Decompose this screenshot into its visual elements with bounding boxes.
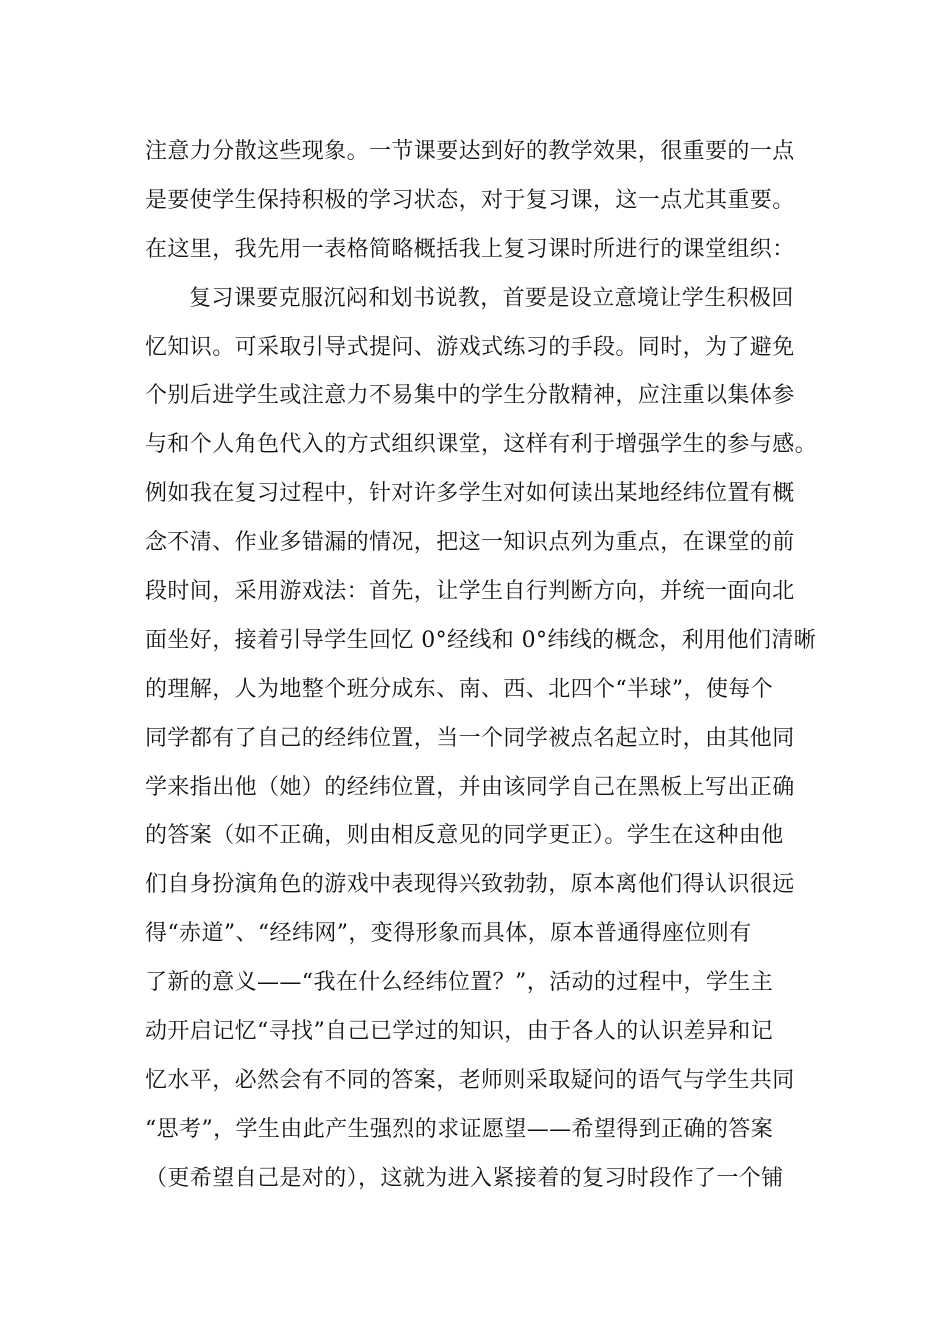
text-line: 忆水平，必然会有不同的答案，老师则采取疑问的语气与学生共同 xyxy=(145,1067,795,1093)
text-line: 学来指出他（她）的经纬位置，并由该同学自己在黑板上写出正确 xyxy=(145,774,795,800)
text-line: 的答案（如不正确，则由相反意见的同学更正）。学生在这种由他 xyxy=(145,823,784,849)
text-line: 同学都有了自己的经纬位置，当一个同学被点名起立时，由其他同 xyxy=(145,725,795,751)
text-line: 得“赤道”、“经纬网”，变得形象而具体，原本普通得座位则有 xyxy=(145,921,752,947)
text-line: 的理解，人为地整个班分成东、南、西、北四个“半球”，使每个 xyxy=(145,676,774,702)
text-line: 是要使学生保持积极的学习状态，对于复习课，这一点尤其重要。 xyxy=(145,187,795,213)
text-line: “思考”，学生由此产生强烈的求证愿望——希望得到正确的答案 xyxy=(145,1116,774,1142)
text-line: 念不清、作业多错漏的情况，把这一知识点列为重点，在课堂的前 xyxy=(145,530,795,556)
text-line: 例如我在复习过程中，针对许多学生对如何读出某地经纬位置有概 xyxy=(145,481,795,507)
text-line: 个别后进学生或注意力不易集中的学生分散精神，应注重以集体参 xyxy=(145,383,795,409)
text-line: （更希望自己是对的），这就为进入紧接着的复习时段作了一个铺 xyxy=(145,1165,784,1191)
text-line: 段时间，采用游戏法：首先，让学生自行判断方向，并统一面向北 xyxy=(145,579,795,605)
text-line: 了新的意义——“我在什么经纬位置？”，活动的过程中，学生主 xyxy=(145,970,774,996)
text-line: 动开启记忆“寻找”自己已学过的知识，由于各人的认识差异和记 xyxy=(145,1019,774,1045)
text-line: 们自身扮演角色的游戏中表现得兴致勃勃，原本离他们得认识很远 xyxy=(145,872,795,898)
paragraph-first-line: 复习课要克服沉闷和划书说教，首要是设立意境让学生积极回 xyxy=(189,285,794,311)
text-line: 在这里，我先用一表格简略概括我上复习课时所进行的课堂组织： xyxy=(145,236,795,262)
text-line: 注意力分散这些现象。一节课要达到好的教学效果，很重要的一点 xyxy=(145,139,795,164)
text-line: 与和个人角色代入的方式组织课堂，这样有利于增强学生的参与感。 xyxy=(145,432,818,458)
text-line: 面坐好，接着引导学生回忆 0°经线和 0°纬线的概念，利用他们清晰 xyxy=(145,627,817,653)
body-text xyxy=(145,128,825,1204)
text-line: 忆知识。可采取引导式提问、游戏式练习的手段。同时，为了避免 xyxy=(145,334,795,360)
